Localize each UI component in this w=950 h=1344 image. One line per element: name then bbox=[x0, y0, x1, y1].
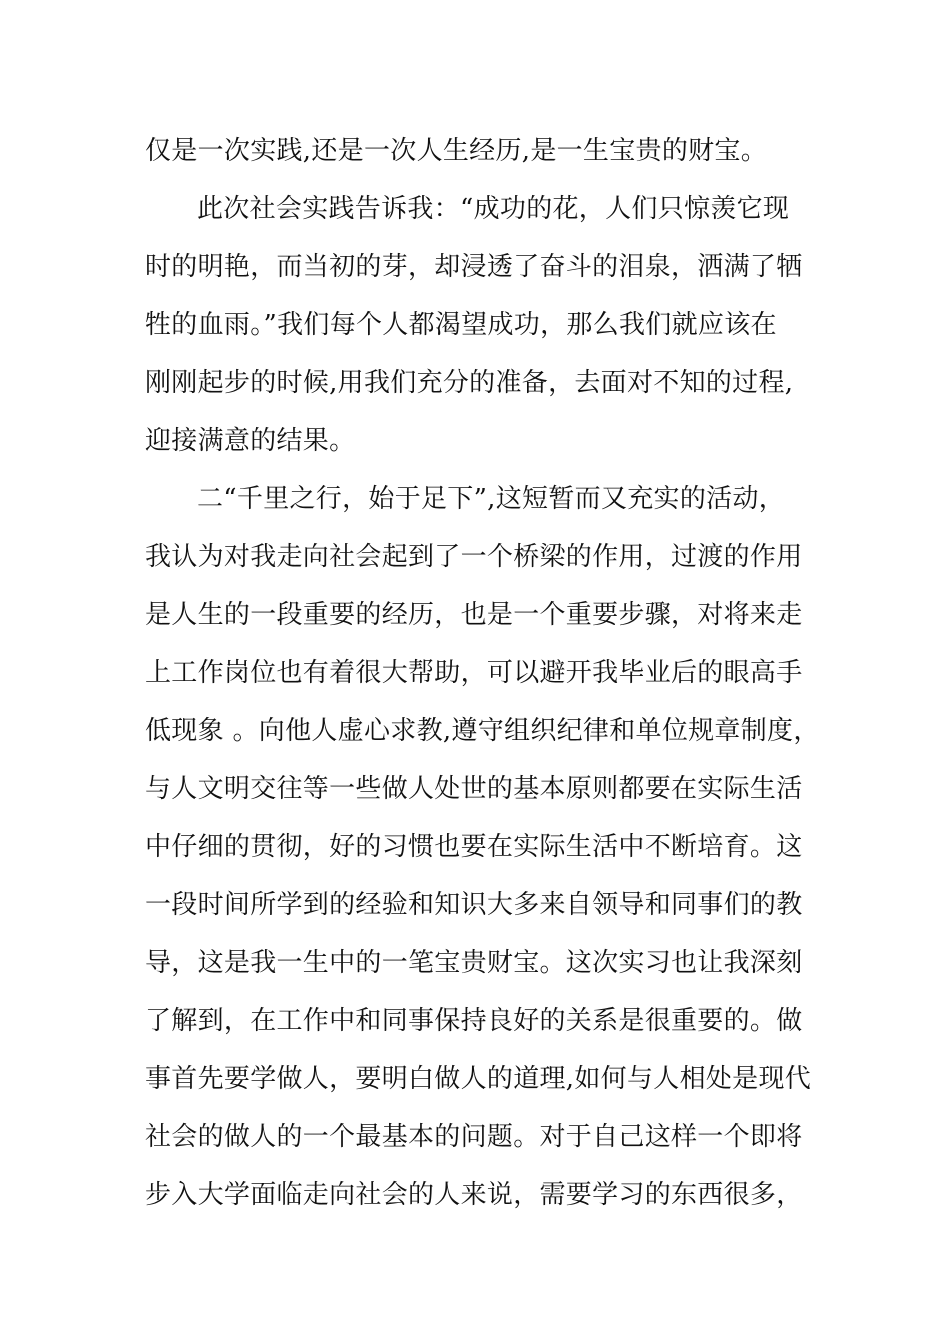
text-line: 社会的做人的一个最基本的问题。对于自己这样一个即将 bbox=[145, 1122, 803, 1152]
text-line: 是人生的一段重要的经历，也是一个重要步骤，对将来走 bbox=[145, 600, 803, 630]
text-line: 时的明艳，而当初的芽，却浸透了奋斗的泪泉，洒满了牺 bbox=[145, 252, 803, 282]
paragraph-start-line: 二“千里之行，始于足下”,这短暂而又充实的活动， bbox=[197, 484, 786, 514]
text-line: 步入大学面临走向社会的人来说，需要学习的东西很多， bbox=[145, 1180, 803, 1210]
text-line: 导，这是我一生中的一笔宝贵财宝。这次实习也让我深刻 bbox=[145, 948, 803, 978]
text-line: 与人文明交往等一些做人处世的基本原则都要在实际生活 bbox=[145, 774, 803, 804]
text-line: 刚刚起步的时候,用我们充分的准备，去面对不知的过程, bbox=[145, 368, 794, 398]
text-line: 低现象 。向他人虚心求教,遵守组织纪律和单位规章制度， bbox=[145, 716, 820, 746]
text-line: 事首先要学做人，要明白做人的道理,如何与人相处是现代 bbox=[145, 1064, 812, 1094]
text-line: 了解到，在工作中和同事保持良好的关系是很重要的。做 bbox=[145, 1006, 803, 1036]
text-line: 我认为对我走向社会起到了一个桥梁的作用，过渡的作用 bbox=[145, 542, 803, 572]
text-line: 牲的血雨。”我们每个人都渴望成功，那么我们就应该在 bbox=[145, 310, 777, 340]
text-line: 上工作岗位也有着很大帮助，可以避开我毕业后的眼高手 bbox=[145, 658, 803, 688]
text-line: 一段时间所学到的经验和知识大多来自领导和同事们的教 bbox=[145, 890, 803, 920]
paragraph-start-line: 此次社会实践告诉我：“成功的花，人们只惊羡它现 bbox=[197, 194, 790, 224]
text-line: 仅是一次实践,还是一次人生经历,是一生宝贵的财宝。 bbox=[145, 136, 768, 166]
text-line: 迎接满意的结果。 bbox=[145, 426, 356, 456]
text-line: 中仔细的贯彻，好的习惯也要在实际生活中不断培育。这 bbox=[145, 832, 803, 862]
